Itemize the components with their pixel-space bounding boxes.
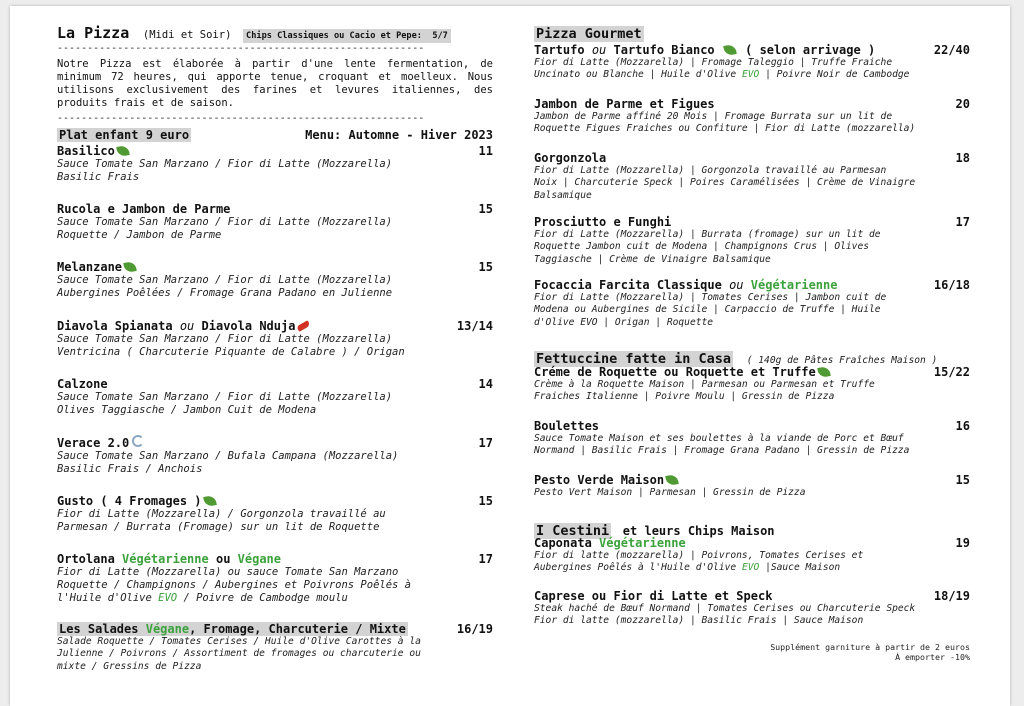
menu-item (534, 536, 970, 575)
item-name: Rucola e Jambon de Parme (57, 202, 231, 216)
shrimp-icon (132, 435, 144, 447)
menu-item (534, 589, 970, 628)
leaf-icon (817, 366, 831, 378)
vegan-label: Végane (237, 552, 282, 566)
item-description: Sauce Tomate San Marzano / Fior di Latte (Mozzarella) (57, 391, 393, 403)
item-description: Modena ou Aubergines de Sicile | Carpaccio de Truffe | Huile (534, 304, 881, 316)
leaf-icon (116, 145, 130, 157)
item-description: Fior di Latte (Mozzarella) | Tomates Cerises | Jambon cuit de (534, 292, 887, 303)
item-price: 22/40 (933, 43, 970, 57)
item-description: d'Olive EVO | Origan | Roquette (534, 316, 714, 328)
item-description: Salade Roquette / Tomates Cerises / Huile d'Olive Carottes à la (57, 636, 421, 647)
item-price: 16/19 (456, 622, 493, 636)
kids-menu-row (57, 128, 493, 142)
desc-part: |Sauce Maison (765, 562, 841, 574)
item-price: 13/14 (456, 319, 493, 333)
season-menu-label: Menu: Automne - Hiver 2023 (305, 128, 493, 142)
item-price: 15 (478, 494, 493, 508)
item-description: Sauce Tomate Maison et ses boulettes à la viande de Porc et Bœuf (534, 433, 904, 444)
item-price: 17 (478, 436, 493, 450)
item-or: ou (215, 552, 231, 566)
kids-plate-label: Plat enfant 9 euro (59, 128, 190, 142)
item-name: Jambon de Parme et Figues (534, 97, 715, 111)
menu-page (10, 6, 1010, 706)
item-or: ou (591, 43, 607, 57)
intro-text: Notre Pizza est élaborée à partir d'une lente fermentation, de minimum 72 heures, qui apporte tenue, croquant et moelleux. Nous utilisons exclusivement des farines et levures italiennes, des produits frais et de saison. (57, 58, 493, 109)
item-description: Taggiasche | Crème de Vinaigre Balsamique (534, 253, 771, 265)
vegetarian-label: Végétarienne (750, 278, 838, 292)
supplement-note: Supplément garniture à partir de 2 euros (770, 642, 970, 652)
item-name: Gorgonzola (534, 151, 607, 165)
chili-icon (297, 320, 311, 332)
item-description: Fior di Latte (Mozzarella) / Gorgonzola travaillé au (57, 508, 386, 520)
item-description (534, 69, 970, 81)
chips-banner (243, 29, 451, 43)
item-description: Fior di Latte (Mozzarella) ou sauce Tomate San Marzano (57, 566, 399, 578)
desc-part: | Poivre Noir de Cambodge (765, 69, 910, 81)
menu-item (534, 151, 970, 202)
salad-label: Les Salades (59, 622, 139, 636)
item-description: Fior di Latte (Mozzarella) | Burrata (fromage) sur un lit de (534, 229, 881, 240)
divider: ------------------------------------------------------------- (57, 43, 425, 54)
item-description: Fior di Latte (Mozzarella) | Gorgonzola travaillé au Parmesan (534, 165, 887, 176)
menu-item (57, 377, 493, 417)
item-description: Ventricina ( Charcuterie Piquante de Calabre ) / Origan (57, 346, 405, 358)
evo-label: EVO (741, 562, 760, 574)
page-subtitle: (Midi et Soir) (142, 29, 232, 41)
desc-part: Uncinato ou Blanche | Huile d'Olive (534, 69, 737, 81)
item-description: Jambon de Parme affiné 20 Mois | Fromage Burrata sur un lit de (534, 111, 893, 122)
item-name: Pesto Verde Maison (534, 473, 665, 487)
item-description: Pesto Vert Maison | Parmesan | Gressin de Pizza (534, 487, 806, 498)
vegetarian-label: Végétarienne (122, 552, 209, 566)
item-price: 15 (955, 473, 970, 487)
leaf-icon (665, 474, 679, 486)
item-description: mixte / Gressins de Pizza (57, 660, 202, 672)
item-description: Sauce Tomate San Marzano / Fior di Latte (Mozzarella) (57, 216, 393, 228)
section-heading-cestini: I Cestini (536, 523, 610, 539)
item-description (57, 592, 493, 605)
item-name: Caprese ou Fior di Latte et Speck (534, 589, 773, 603)
item-description: Parmesan / Burrata (Fromage) sur un lit de Roquette (57, 521, 380, 533)
menu-header (57, 23, 493, 42)
item-price: 17 (955, 215, 970, 229)
item-description: Noix | Charcuterie Speck | Poires Caramélisées | Crème de Vinaigre (534, 177, 916, 189)
item-description: Roquette / Jambon de Parme (57, 229, 222, 241)
item-price: 20 (955, 97, 970, 111)
leaf-icon (723, 44, 737, 56)
evo-label: EVO (158, 592, 178, 604)
evo-label: EVO (741, 69, 760, 81)
menu-item (57, 319, 493, 359)
item-price: 11 (478, 144, 493, 158)
page-number: 5/7 (432, 31, 448, 41)
item-description: Sauce Tomate San Marzano / Fior di Latte (Mozzarella) (57, 333, 393, 345)
item-description: Julienne / Poivrons / Assortiment de fromages ou charcuterie ou (57, 648, 421, 660)
item-description: Sauce Tomate San Marzano / Fior di Latte (Mozzarella) (57, 158, 393, 170)
item-name: Focaccia Farcita Classique (534, 278, 722, 292)
item-name: Prosciutto e Funghi (534, 215, 672, 229)
section-heading-gourmet: Pizza Gourmet (536, 26, 642, 42)
menu-item (534, 419, 970, 458)
item-name: Basilico (57, 144, 115, 158)
item-name: Melanzane (57, 260, 123, 274)
menu-item (534, 365, 970, 404)
item-description: Roquette Jambon cuit de Modena | Champignons Crus | Olives (534, 241, 870, 253)
item-name: Ortolana (57, 552, 115, 566)
desc-part: / Poivre de Cambodge moulu (183, 592, 348, 604)
item-description: Fior di latte (mozzarella) | Basilic Frais | Sauce Maison (534, 615, 864, 627)
item-description: Steak haché de Bœuf Normand | Tomates Cerises ou Charcuterie Speck (534, 603, 916, 614)
item-description: Aubergines Poêlées / Fromage Grana Padano en Julienne (57, 287, 393, 299)
item-description: Basilic Frais (57, 171, 140, 183)
item-name-alt: Tartufo Bianco (613, 43, 715, 57)
item-or: ou (729, 278, 744, 292)
chips-label: Chips Classiques ou Cacio et Pepe: (246, 31, 422, 41)
section-subheading: et leurs Chips Maison (622, 524, 775, 538)
item-description: Normand | Basilic Frais | Fromage Grana Padano | Gressin de Pizza (534, 445, 910, 457)
item-description: Roquette / Champignons / Aubergines et Poivrons Poêlés à (57, 579, 412, 591)
desc-part: l'Huile d'Olive (57, 592, 152, 604)
menu-item (57, 202, 493, 242)
item-description: Crème à la Roquette Maison | Parmesan ou Parmesan et Truffe (534, 379, 875, 390)
item-price: 18 (955, 151, 970, 165)
item-description: Fior di latte (mozzarella) | Poivrons, Tomates Cerises et (534, 550, 864, 561)
item-description: Fior di Latte (Mozzarella) | Fromage Taleggio | Truffe Fraiche (534, 57, 893, 68)
section-heading-pasta: Fettuccine fatte in Casa (536, 351, 732, 367)
item-price: 15 (478, 260, 493, 274)
menu-item (57, 494, 493, 534)
section-note: ( 140g de Pâtes Fraîches Maison ) (746, 355, 938, 366)
menu-item (534, 215, 970, 266)
leaf-icon (203, 495, 217, 507)
vegan-label: Végane (145, 622, 190, 636)
item-price: 14 (478, 377, 493, 391)
item-description: Fraiches Italienne | Poivre Moulu | Gressin de Pizza (534, 391, 835, 403)
menu-item (534, 43, 970, 82)
desc-part: Aubergines Poêlés à l'Huile d'Olive (534, 562, 737, 574)
item-or: ou (179, 319, 195, 333)
item-description: Roquette Figues Fraiches ou Confiture | Fior di Latte (mozzarella) (534, 123, 916, 135)
menu-item (57, 622, 493, 673)
item-name: Gusto ( 4 Fromages ) (57, 494, 202, 508)
item-price: 18/19 (933, 589, 970, 603)
takeaway-note: À emporter -10% (895, 652, 970, 662)
menu-item (534, 278, 970, 329)
item-description (534, 562, 970, 574)
item-price: 19 (955, 536, 970, 550)
item-name: Verace 2.0 (57, 436, 130, 450)
item-description: Sauce Tomate San Marzano / Bufala Campana (Mozzarella) (57, 450, 399, 462)
menu-item (57, 144, 493, 184)
item-price: 16 (955, 419, 970, 433)
menu-item (57, 260, 493, 300)
item-description: Sauce Tomate San Marzano / Fior di Latte (Mozzarella) (57, 274, 393, 286)
item-name: Calzone (57, 377, 108, 391)
item-price: 15 (478, 202, 493, 216)
menu-item (57, 552, 493, 605)
menu-item (534, 473, 970, 499)
item-name: Diavola Spianata (57, 319, 173, 333)
page-title: La Pizza (57, 24, 130, 42)
item-name: Boulettes (534, 419, 600, 433)
item-name: Tartufo (534, 43, 585, 57)
item-name-alt: Diavola Nduja (201, 319, 296, 333)
item-description: Olives Taggiasche / Jambon Cuit de Modena (57, 404, 317, 416)
item-description: Basilic Frais / Anchois (57, 463, 203, 475)
footer-notes (534, 642, 970, 662)
salad-options: , Fromage, Charcuterie / Mixte (189, 622, 406, 636)
item-description: Balsamique (534, 189, 592, 201)
divider: ------------------------------------------------------------- (57, 113, 425, 124)
item-name: Caponata (534, 536, 592, 550)
item-price: 15/22 (933, 365, 970, 379)
item-note: ( selon arrivage ) (745, 43, 876, 57)
item-price: 16/18 (933, 278, 970, 292)
item-name: Créme de Roquette ou Roquette et Truffe (534, 365, 816, 379)
leaf-icon (123, 261, 137, 273)
menu-item (57, 435, 493, 476)
vegetarian-label: Végétarienne (599, 536, 686, 550)
item-price: 17 (478, 552, 493, 566)
menu-item (534, 97, 970, 136)
